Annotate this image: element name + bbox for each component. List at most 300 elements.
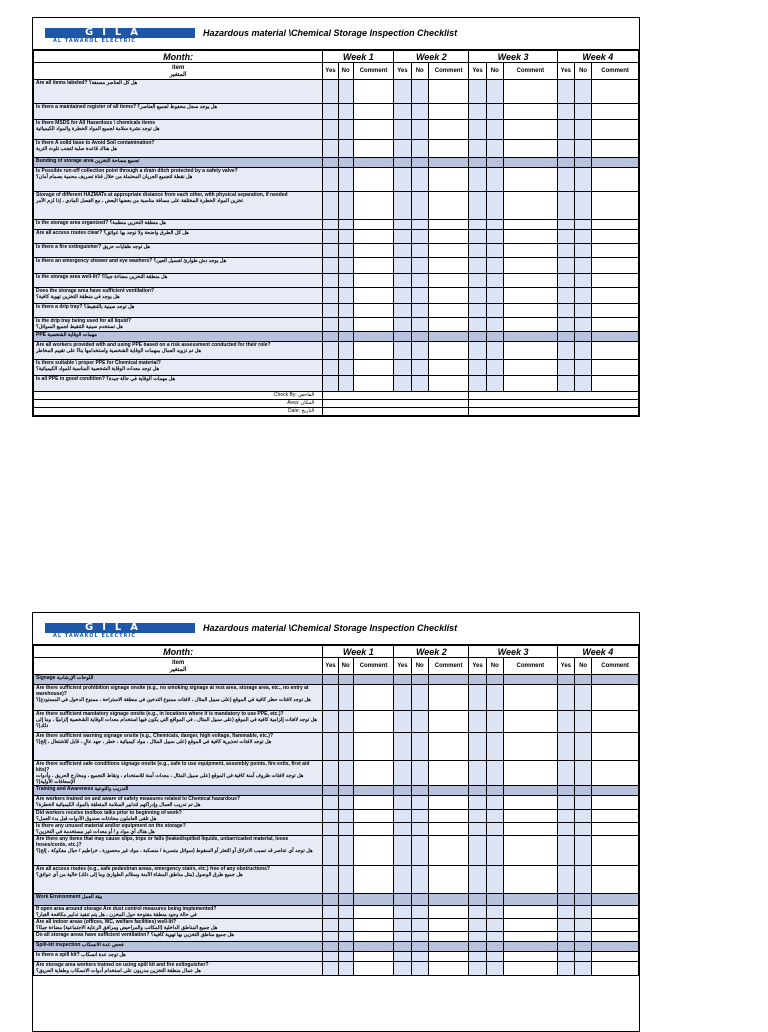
yes-checkbox[interactable]: [469, 919, 486, 932]
no-checkbox[interactable]: [411, 140, 428, 158]
yes-checkbox[interactable]: [557, 836, 574, 866]
yes-checkbox[interactable]: [557, 318, 574, 332]
no-checkbox[interactable]: [338, 685, 353, 711]
no-checkbox[interactable]: [486, 866, 503, 894]
comment-cell[interactable]: [503, 810, 557, 823]
no-checkbox[interactable]: [338, 360, 353, 376]
yes-checkbox[interactable]: [557, 376, 574, 392]
no-checkbox[interactable]: [486, 244, 503, 258]
comment-cell[interactable]: [428, 810, 469, 823]
comment-cell[interactable]: [353, 796, 394, 810]
comment-cell[interactable]: [503, 932, 557, 942]
yes-checkbox[interactable]: [557, 810, 574, 823]
yes-checkbox[interactable]: [394, 192, 411, 220]
yes-checkbox[interactable]: [469, 244, 486, 258]
yes-checkbox[interactable]: [469, 360, 486, 376]
no-checkbox[interactable]: [411, 685, 428, 711]
no-checkbox[interactable]: [338, 120, 353, 140]
no-checkbox[interactable]: [411, 376, 428, 392]
yes-checkbox[interactable]: [469, 810, 486, 823]
no-checkbox[interactable]: [411, 360, 428, 376]
yes-checkbox[interactable]: [557, 80, 574, 104]
no-checkbox[interactable]: [486, 230, 503, 244]
yes-checkbox[interactable]: [323, 104, 338, 120]
no-checkbox[interactable]: [411, 304, 428, 318]
yes-checkbox[interactable]: [323, 906, 338, 919]
comment-cell[interactable]: [503, 733, 557, 761]
no-checkbox[interactable]: [574, 318, 591, 332]
comment-cell[interactable]: [428, 906, 469, 919]
no-checkbox[interactable]: [574, 168, 591, 192]
comment-cell[interactable]: [428, 220, 469, 230]
yes-checkbox[interactable]: [469, 711, 486, 733]
no-checkbox[interactable]: [411, 192, 428, 220]
comment-cell[interactable]: [353, 906, 394, 919]
comment-cell[interactable]: [592, 761, 639, 786]
yes-checkbox[interactable]: [323, 685, 338, 711]
no-checkbox[interactable]: [338, 919, 353, 932]
no-checkbox[interactable]: [574, 866, 591, 894]
comment-cell[interactable]: [428, 919, 469, 932]
yes-checkbox[interactable]: [394, 230, 411, 244]
comment-cell[interactable]: [353, 866, 394, 894]
yes-checkbox[interactable]: [323, 962, 338, 976]
comment-cell[interactable]: [428, 836, 469, 866]
yes-checkbox[interactable]: [394, 906, 411, 919]
yes-checkbox[interactable]: [323, 932, 338, 942]
comment-cell[interactable]: [592, 376, 639, 392]
no-checkbox[interactable]: [486, 318, 503, 332]
no-checkbox[interactable]: [338, 810, 353, 823]
comment-cell[interactable]: [353, 304, 394, 318]
yes-checkbox[interactable]: [557, 360, 574, 376]
yes-checkbox[interactable]: [323, 168, 338, 192]
no-checkbox[interactable]: [486, 304, 503, 318]
yes-checkbox[interactable]: [394, 220, 411, 230]
comment-cell[interactable]: [592, 711, 639, 733]
footer-value[interactable]: [469, 392, 639, 400]
comment-cell[interactable]: [503, 836, 557, 866]
yes-checkbox[interactable]: [557, 823, 574, 836]
no-checkbox[interactable]: [338, 796, 353, 810]
yes-checkbox[interactable]: [469, 140, 486, 158]
comment-cell[interactable]: [428, 274, 469, 288]
yes-checkbox[interactable]: [557, 274, 574, 288]
comment-cell[interactable]: [428, 288, 469, 304]
no-checkbox[interactable]: [338, 342, 353, 360]
comment-cell[interactable]: [503, 104, 557, 120]
no-checkbox[interactable]: [411, 274, 428, 288]
yes-checkbox[interactable]: [557, 685, 574, 711]
comment-cell[interactable]: [592, 866, 639, 894]
no-checkbox[interactable]: [486, 711, 503, 733]
no-checkbox[interactable]: [338, 962, 353, 976]
no-checkbox[interactable]: [338, 376, 353, 392]
comment-cell[interactable]: [353, 932, 394, 942]
no-checkbox[interactable]: [338, 906, 353, 919]
comment-cell[interactable]: [353, 733, 394, 761]
yes-checkbox[interactable]: [469, 220, 486, 230]
no-checkbox[interactable]: [574, 104, 591, 120]
yes-checkbox[interactable]: [557, 220, 574, 230]
comment-cell[interactable]: [428, 80, 469, 104]
yes-checkbox[interactable]: [394, 80, 411, 104]
comment-cell[interactable]: [353, 192, 394, 220]
yes-checkbox[interactable]: [323, 342, 338, 360]
no-checkbox[interactable]: [338, 80, 353, 104]
no-checkbox[interactable]: [411, 823, 428, 836]
comment-cell[interactable]: [428, 733, 469, 761]
yes-checkbox[interactable]: [323, 120, 338, 140]
yes-checkbox[interactable]: [394, 761, 411, 786]
yes-checkbox[interactable]: [394, 360, 411, 376]
comment-cell[interactable]: [428, 104, 469, 120]
no-checkbox[interactable]: [574, 761, 591, 786]
comment-cell[interactable]: [428, 360, 469, 376]
comment-cell[interactable]: [592, 120, 639, 140]
comment-cell[interactable]: [503, 318, 557, 332]
comment-cell[interactable]: [503, 120, 557, 140]
yes-checkbox[interactable]: [469, 932, 486, 942]
no-checkbox[interactable]: [338, 952, 353, 962]
comment-cell[interactable]: [353, 318, 394, 332]
yes-checkbox[interactable]: [394, 919, 411, 932]
comment-cell[interactable]: [428, 140, 469, 158]
yes-checkbox[interactable]: [323, 80, 338, 104]
no-checkbox[interactable]: [574, 258, 591, 274]
comment-cell[interactable]: [592, 140, 639, 158]
no-checkbox[interactable]: [411, 288, 428, 304]
no-checkbox[interactable]: [338, 140, 353, 158]
comment-cell[interactable]: [353, 220, 394, 230]
comment-cell[interactable]: [353, 104, 394, 120]
comment-cell[interactable]: [428, 120, 469, 140]
no-checkbox[interactable]: [411, 733, 428, 761]
no-checkbox[interactable]: [411, 168, 428, 192]
yes-checkbox[interactable]: [323, 952, 338, 962]
no-checkbox[interactable]: [486, 258, 503, 274]
no-checkbox[interactable]: [338, 761, 353, 786]
yes-checkbox[interactable]: [557, 919, 574, 932]
yes-checkbox[interactable]: [469, 823, 486, 836]
no-checkbox[interactable]: [486, 952, 503, 962]
yes-checkbox[interactable]: [469, 80, 486, 104]
comment-cell[interactable]: [353, 685, 394, 711]
comment-cell[interactable]: [353, 823, 394, 836]
comment-cell[interactable]: [592, 288, 639, 304]
no-checkbox[interactable]: [338, 866, 353, 894]
comment-cell[interactable]: [592, 342, 639, 360]
yes-checkbox[interactable]: [469, 120, 486, 140]
comment-cell[interactable]: [503, 80, 557, 104]
footer-value[interactable]: [323, 408, 469, 416]
footer-value[interactable]: [323, 392, 469, 400]
yes-checkbox[interactable]: [557, 962, 574, 976]
yes-checkbox[interactable]: [394, 796, 411, 810]
yes-checkbox[interactable]: [469, 318, 486, 332]
yes-checkbox[interactable]: [469, 796, 486, 810]
no-checkbox[interactable]: [486, 376, 503, 392]
no-checkbox[interactable]: [338, 932, 353, 942]
yes-checkbox[interactable]: [469, 104, 486, 120]
yes-checkbox[interactable]: [557, 168, 574, 192]
yes-checkbox[interactable]: [323, 140, 338, 158]
comment-cell[interactable]: [353, 761, 394, 786]
yes-checkbox[interactable]: [557, 230, 574, 244]
yes-checkbox[interactable]: [469, 288, 486, 304]
no-checkbox[interactable]: [411, 711, 428, 733]
yes-checkbox[interactable]: [557, 342, 574, 360]
no-checkbox[interactable]: [574, 733, 591, 761]
no-checkbox[interactable]: [338, 823, 353, 836]
yes-checkbox[interactable]: [394, 685, 411, 711]
no-checkbox[interactable]: [411, 220, 428, 230]
no-checkbox[interactable]: [486, 796, 503, 810]
comment-cell[interactable]: [353, 258, 394, 274]
yes-checkbox[interactable]: [394, 104, 411, 120]
yes-checkbox[interactable]: [557, 761, 574, 786]
comment-cell[interactable]: [428, 342, 469, 360]
comment-cell[interactable]: [353, 376, 394, 392]
comment-cell[interactable]: [592, 304, 639, 318]
yes-checkbox[interactable]: [469, 866, 486, 894]
comment-cell[interactable]: [353, 230, 394, 244]
yes-checkbox[interactable]: [394, 952, 411, 962]
no-checkbox[interactable]: [486, 192, 503, 220]
no-checkbox[interactable]: [486, 342, 503, 360]
comment-cell[interactable]: [353, 120, 394, 140]
no-checkbox[interactable]: [411, 244, 428, 258]
yes-checkbox[interactable]: [394, 258, 411, 274]
comment-cell[interactable]: [503, 140, 557, 158]
no-checkbox[interactable]: [486, 168, 503, 192]
yes-checkbox[interactable]: [323, 761, 338, 786]
yes-checkbox[interactable]: [323, 192, 338, 220]
yes-checkbox[interactable]: [469, 258, 486, 274]
comment-cell[interactable]: [503, 761, 557, 786]
comment-cell[interactable]: [503, 823, 557, 836]
yes-checkbox[interactable]: [469, 906, 486, 919]
yes-checkbox[interactable]: [557, 120, 574, 140]
yes-checkbox[interactable]: [557, 192, 574, 220]
yes-checkbox[interactable]: [469, 962, 486, 976]
yes-checkbox[interactable]: [323, 376, 338, 392]
no-checkbox[interactable]: [486, 80, 503, 104]
yes-checkbox[interactable]: [469, 836, 486, 866]
no-checkbox[interactable]: [486, 733, 503, 761]
yes-checkbox[interactable]: [394, 120, 411, 140]
comment-cell[interactable]: [428, 685, 469, 711]
no-checkbox[interactable]: [486, 932, 503, 942]
no-checkbox[interactable]: [338, 304, 353, 318]
yes-checkbox[interactable]: [469, 304, 486, 318]
comment-cell[interactable]: [592, 962, 639, 976]
yes-checkbox[interactable]: [557, 796, 574, 810]
no-checkbox[interactable]: [574, 120, 591, 140]
no-checkbox[interactable]: [411, 80, 428, 104]
comment-cell[interactable]: [592, 919, 639, 932]
comment-cell[interactable]: [592, 168, 639, 192]
no-checkbox[interactable]: [486, 761, 503, 786]
yes-checkbox[interactable]: [394, 810, 411, 823]
comment-cell[interactable]: [428, 866, 469, 894]
yes-checkbox[interactable]: [557, 906, 574, 919]
comment-cell[interactable]: [353, 244, 394, 258]
comment-cell[interactable]: [503, 906, 557, 919]
no-checkbox[interactable]: [411, 104, 428, 120]
comment-cell[interactable]: [503, 274, 557, 288]
yes-checkbox[interactable]: [394, 318, 411, 332]
comment-cell[interactable]: [592, 836, 639, 866]
no-checkbox[interactable]: [411, 318, 428, 332]
yes-checkbox[interactable]: [323, 230, 338, 244]
no-checkbox[interactable]: [486, 685, 503, 711]
yes-checkbox[interactable]: [323, 919, 338, 932]
comment-cell[interactable]: [503, 192, 557, 220]
no-checkbox[interactable]: [486, 220, 503, 230]
comment-cell[interactable]: [428, 796, 469, 810]
no-checkbox[interactable]: [338, 733, 353, 761]
comment-cell[interactable]: [503, 866, 557, 894]
comment-cell[interactable]: [503, 360, 557, 376]
yes-checkbox[interactable]: [323, 258, 338, 274]
no-checkbox[interactable]: [486, 919, 503, 932]
comment-cell[interactable]: [353, 274, 394, 288]
yes-checkbox[interactable]: [557, 244, 574, 258]
yes-checkbox[interactable]: [394, 288, 411, 304]
no-checkbox[interactable]: [338, 168, 353, 192]
no-checkbox[interactable]: [574, 711, 591, 733]
yes-checkbox[interactable]: [323, 823, 338, 836]
comment-cell[interactable]: [428, 952, 469, 962]
yes-checkbox[interactable]: [394, 168, 411, 192]
yes-checkbox[interactable]: [469, 761, 486, 786]
yes-checkbox[interactable]: [469, 168, 486, 192]
no-checkbox[interactable]: [411, 230, 428, 244]
comment-cell[interactable]: [503, 220, 557, 230]
comment-cell[interactable]: [592, 104, 639, 120]
yes-checkbox[interactable]: [557, 711, 574, 733]
no-checkbox[interactable]: [411, 906, 428, 919]
yes-checkbox[interactable]: [394, 823, 411, 836]
yes-checkbox[interactable]: [394, 342, 411, 360]
yes-checkbox[interactable]: [323, 711, 338, 733]
yes-checkbox[interactable]: [557, 952, 574, 962]
no-checkbox[interactable]: [574, 685, 591, 711]
yes-checkbox[interactable]: [394, 244, 411, 258]
no-checkbox[interactable]: [338, 318, 353, 332]
comment-cell[interactable]: [353, 80, 394, 104]
yes-checkbox[interactable]: [469, 230, 486, 244]
comment-cell[interactable]: [503, 168, 557, 192]
comment-cell[interactable]: [503, 796, 557, 810]
no-checkbox[interactable]: [574, 932, 591, 942]
comment-cell[interactable]: [592, 952, 639, 962]
comment-cell[interactable]: [592, 796, 639, 810]
no-checkbox[interactable]: [486, 288, 503, 304]
comment-cell[interactable]: [353, 952, 394, 962]
yes-checkbox[interactable]: [394, 711, 411, 733]
no-checkbox[interactable]: [574, 244, 591, 258]
comment-cell[interactable]: [592, 810, 639, 823]
no-checkbox[interactable]: [486, 274, 503, 288]
no-checkbox[interactable]: [574, 906, 591, 919]
comment-cell[interactable]: [592, 258, 639, 274]
comment-cell[interactable]: [592, 220, 639, 230]
comment-cell[interactable]: [428, 230, 469, 244]
comment-cell[interactable]: [503, 230, 557, 244]
yes-checkbox[interactable]: [323, 244, 338, 258]
no-checkbox[interactable]: [411, 810, 428, 823]
no-checkbox[interactable]: [411, 932, 428, 942]
comment-cell[interactable]: [353, 168, 394, 192]
comment-cell[interactable]: [353, 810, 394, 823]
yes-checkbox[interactable]: [469, 685, 486, 711]
comment-cell[interactable]: [503, 304, 557, 318]
footer-value[interactable]: [469, 408, 639, 416]
yes-checkbox[interactable]: [323, 810, 338, 823]
no-checkbox[interactable]: [486, 360, 503, 376]
no-checkbox[interactable]: [486, 140, 503, 158]
no-checkbox[interactable]: [411, 796, 428, 810]
no-checkbox[interactable]: [411, 761, 428, 786]
comment-cell[interactable]: [592, 360, 639, 376]
comment-cell[interactable]: [353, 342, 394, 360]
no-checkbox[interactable]: [574, 952, 591, 962]
yes-checkbox[interactable]: [469, 952, 486, 962]
comment-cell[interactable]: [428, 192, 469, 220]
no-checkbox[interactable]: [486, 836, 503, 866]
comment-cell[interactable]: [503, 952, 557, 962]
yes-checkbox[interactable]: [394, 836, 411, 866]
comment-cell[interactable]: [428, 244, 469, 258]
comment-cell[interactable]: [428, 932, 469, 942]
no-checkbox[interactable]: [338, 220, 353, 230]
comment-cell[interactable]: [592, 823, 639, 836]
yes-checkbox[interactable]: [394, 866, 411, 894]
yes-checkbox[interactable]: [469, 192, 486, 220]
comment-cell[interactable]: [592, 274, 639, 288]
comment-cell[interactable]: [353, 360, 394, 376]
comment-cell[interactable]: [428, 304, 469, 318]
no-checkbox[interactable]: [574, 796, 591, 810]
comment-cell[interactable]: [428, 258, 469, 274]
no-checkbox[interactable]: [411, 962, 428, 976]
yes-checkbox[interactable]: [394, 274, 411, 288]
comment-cell[interactable]: [428, 168, 469, 192]
comment-cell[interactable]: [353, 140, 394, 158]
no-checkbox[interactable]: [486, 906, 503, 919]
yes-checkbox[interactable]: [469, 733, 486, 761]
comment-cell[interactable]: [428, 376, 469, 392]
no-checkbox[interactable]: [574, 220, 591, 230]
comment-cell[interactable]: [353, 711, 394, 733]
no-checkbox[interactable]: [574, 836, 591, 866]
comment-cell[interactable]: [428, 711, 469, 733]
yes-checkbox[interactable]: [469, 274, 486, 288]
footer-value[interactable]: [323, 400, 469, 408]
yes-checkbox[interactable]: [323, 796, 338, 810]
no-checkbox[interactable]: [574, 192, 591, 220]
no-checkbox[interactable]: [574, 810, 591, 823]
comment-cell[interactable]: [353, 919, 394, 932]
no-checkbox[interactable]: [486, 810, 503, 823]
yes-checkbox[interactable]: [469, 376, 486, 392]
yes-checkbox[interactable]: [394, 376, 411, 392]
yes-checkbox[interactable]: [557, 932, 574, 942]
yes-checkbox[interactable]: [557, 288, 574, 304]
comment-cell[interactable]: [503, 376, 557, 392]
